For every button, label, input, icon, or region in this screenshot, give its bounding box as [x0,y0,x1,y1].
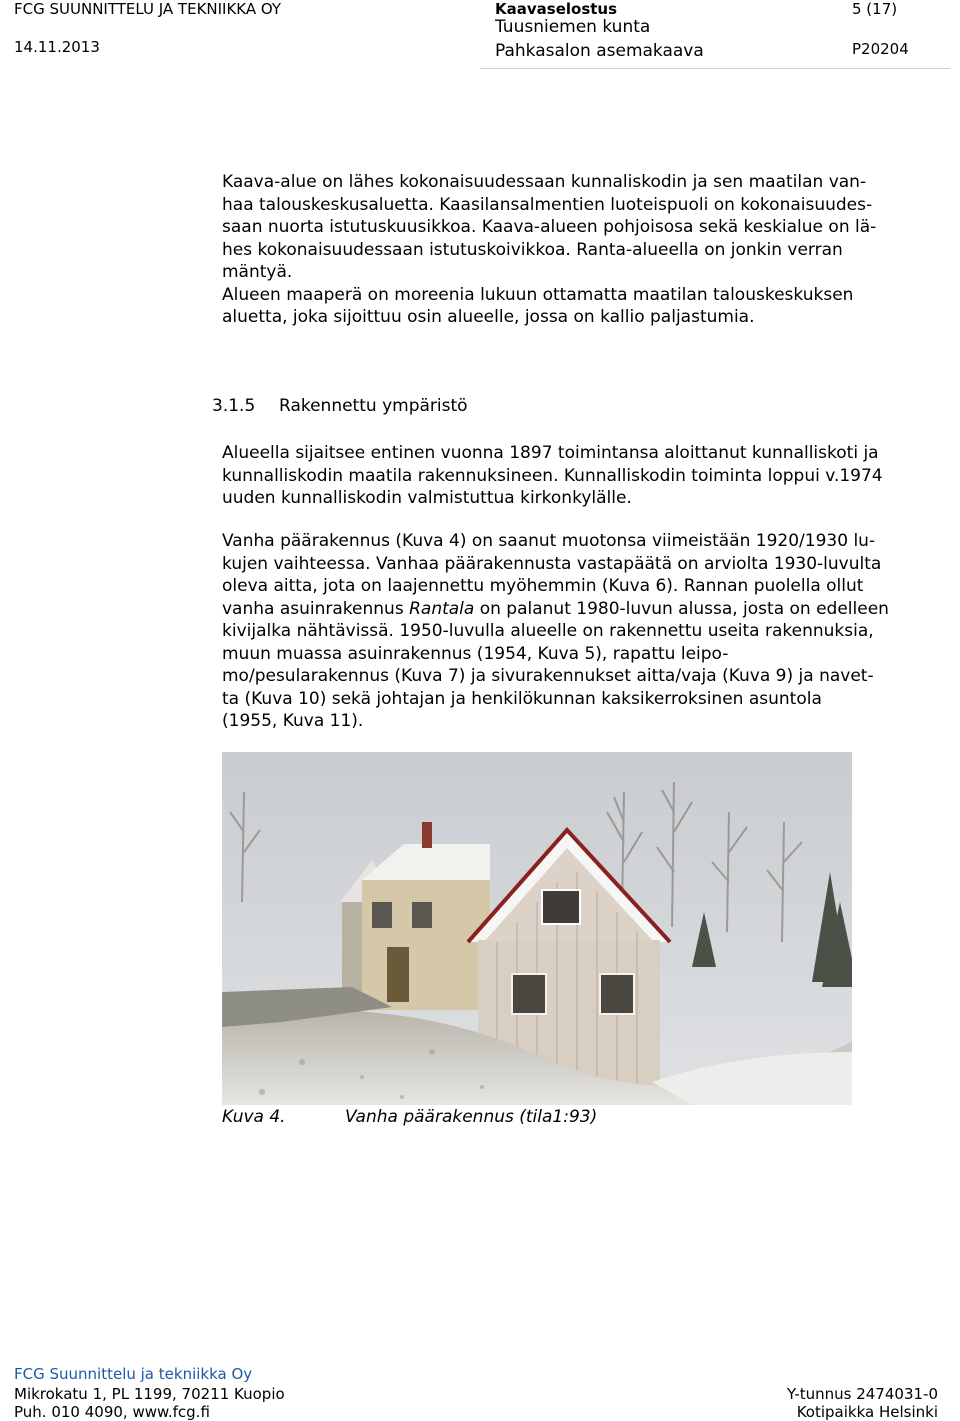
page-header [0,0,960,72]
footer-business-id: Y-tunnus 2474031-0 [786,1385,938,1403]
text-line: mo/pesularakennus (Kuva 7) ja sivurakennukset aitta/vaja (Kuva 9) ja navet- [222,666,874,686]
text-line: Alueen maaperä on moreenia lukuun ottamatta maatilan talouskeskuksen [222,284,854,305]
text-line: kunnalliskodin maatila rakennuksineen. Kunnalliskodin toiminta loppui v.1974 [222,465,883,486]
photo-old-main-building [222,752,852,1105]
paragraph-vegetation [222,171,954,329]
figure-number: Kuva 4. [222,1107,286,1127]
text-line: Kaava-alue on lähes kokonaisuudessaan kunnaliskodin ja sen maatilan van- [222,172,867,192]
text-line: hes kokonaisuudessaan istutuskoivikkoa. Ranta-alueella on jonkin verran [222,239,843,260]
text-line: (1955, Kuva 11). [222,711,364,731]
text-line: kivijalka nähtävissä. 1950-luvulla alueelle on rakennettu useita rakennuksia, [222,621,874,641]
figure-caption: Vanha päärakennus (tila1:93) [345,1107,598,1127]
text-line: haa talouskeskusaluetta. Kaasilansalmentien luoteispuoli on kokonaisuudes- [222,194,873,215]
header-date: 14.11.2013 [14,38,100,56]
text-line: kujen vaihteessa. Vanhaa päärakennusta vastapäätä on arviolta 1930-luvulta [222,553,882,574]
text-line: ta (Kuva 10) sekä johtajan ja henkilökunnan kaksikerroksinen asuntola [222,688,822,709]
paragraph-history [222,442,954,510]
header-page-number: 5 (17) [852,0,898,18]
footer-phone: Puh. 010 4090, www.fcg.fi [14,1403,210,1421]
text-line: Alueella sijaitsee entinen vuonna 1897 toimintansa aloittanut kunnalliskoti ja [222,443,879,463]
paragraph-buildings [222,530,954,733]
text-line: Vanha päärakennus (Kuva 4) on saanut muotonsa viimeistään 1920/1930 lu- [222,531,876,551]
text-line: saan nuorta istutuskuusikkoa. Kaava-alueen pohjoisosa sekä keskialue on lä- [222,217,877,237]
header-divider [480,68,950,69]
header-municipality: Tuusniemen kunta [495,17,651,37]
text-segment: on palanut 1980-luvun alussa, josta on edelleen [474,598,889,619]
text-line: muun muassa asuinrakennus (1954, Kuva 5), rapattu leipo- [222,643,729,664]
footer-seat: Kotipaikka Helsinki [796,1403,938,1421]
text-line: oleva aitta, jota on laajennettu myöhemmin (Kuva 6). Rannan puolella ollut [222,576,864,596]
text-line: aluetta, joka sijoittuu osin alueelle, jossa on kallio paljastumia. [222,307,755,327]
italic-place-name: Rantala [409,598,475,619]
footer-company: FCG Suunnittelu ja tekniikka Oy [14,1365,253,1383]
text-line [222,598,954,621]
text-segment: vanha asuinrakennus [222,598,410,619]
header-doc-type: Kaavaselostus [495,0,618,18]
section-title: Rakennettu ympäristö [279,396,468,416]
header-project-code: P20204 [852,40,909,58]
header-company: FCG SUUNNITTELU JA TEKNIIKKA OY [14,0,282,18]
text-line: mäntyä. [222,262,293,282]
footer-address: Mikrokatu 1, PL 1199, 70211 Kuopio [14,1385,285,1403]
header-plan-name: Pahkasalon asemakaava [495,41,704,61]
text-line: uuden kunnalliskodin valmistuttua kirkonkylälle. [222,488,632,508]
section-number: 3.1.5 [212,396,256,416]
